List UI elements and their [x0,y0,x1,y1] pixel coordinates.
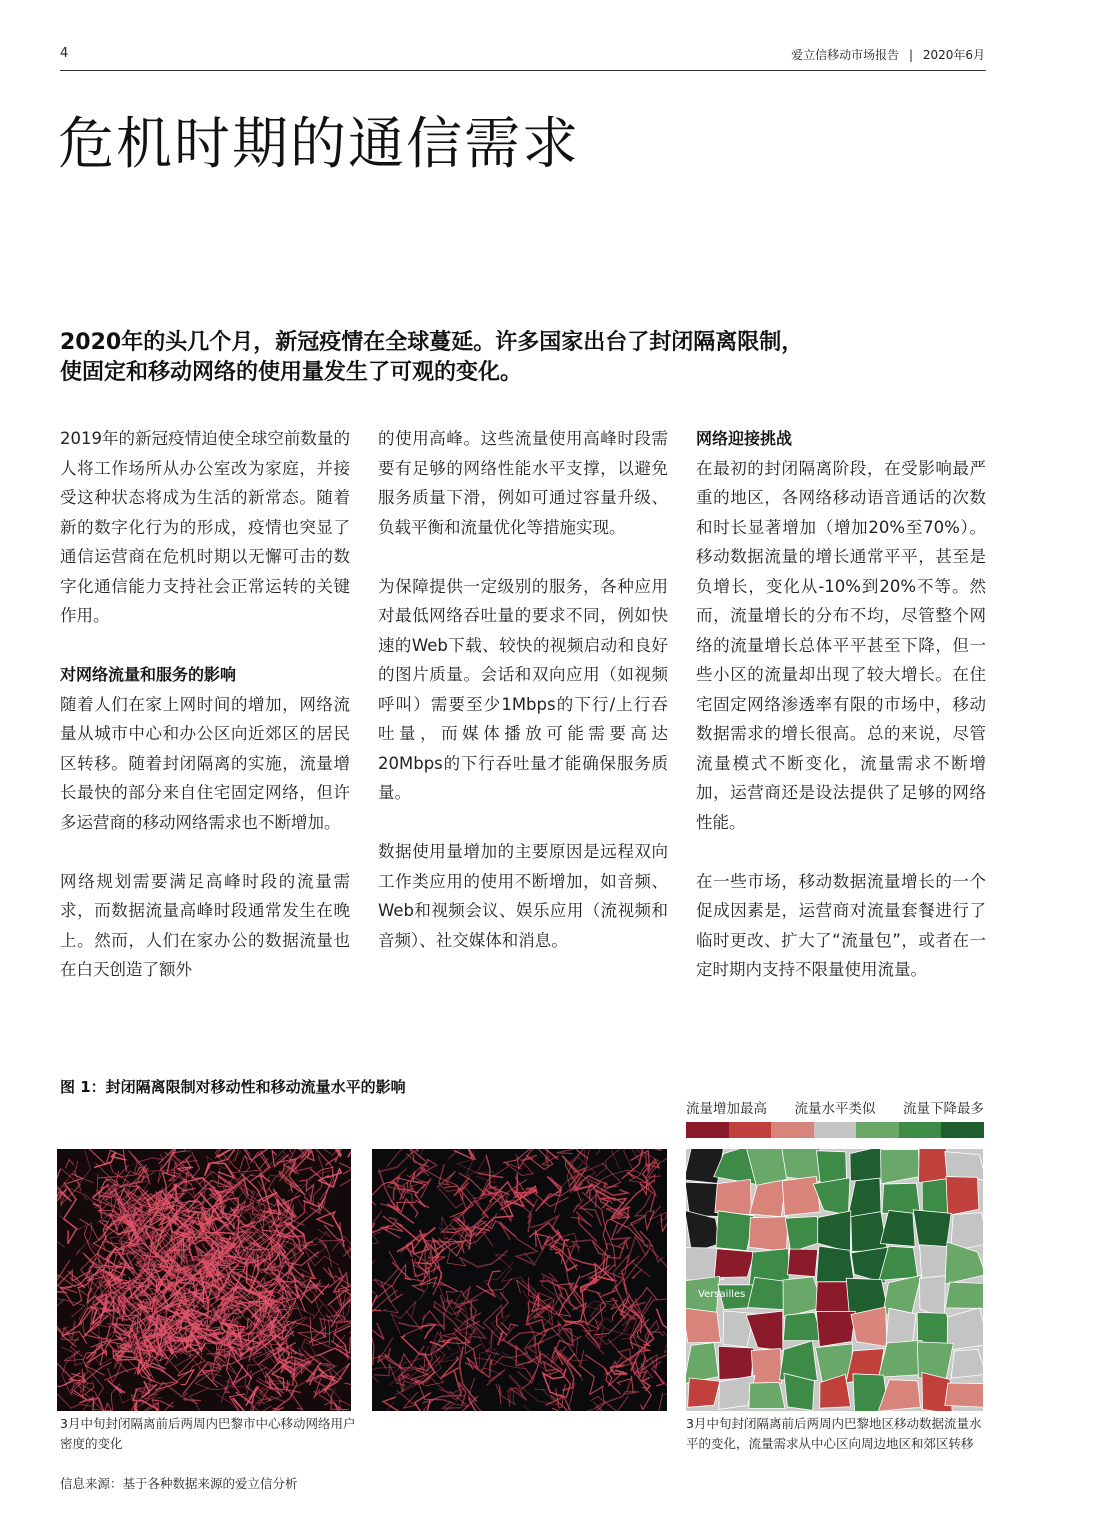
map-district [881,1150,920,1184]
map-user-density-after [372,1149,667,1411]
map-district [945,1383,983,1408]
map-road-segment [61,1287,81,1306]
map-road-segment [591,1396,628,1411]
map-road-segment [382,1251,399,1286]
map-road-segment [110,1282,111,1293]
map-road-segment [421,1178,431,1198]
map-road-segment [632,1270,642,1279]
map-district [749,1217,788,1252]
map-road-segment [390,1368,422,1391]
map-road-segment [610,1367,627,1374]
map-road-segment [552,1329,573,1359]
map-road-segment [313,1391,332,1405]
map-road-segment [476,1271,500,1296]
map-district [920,1276,946,1319]
caption-right: 3月中旬封闭隔离前后两周内巴黎地区移动数据流量水平的变化，流量需求从中心区向周边地区和郊区转移 [686,1416,982,1451]
caption-left: 3月中旬封闭隔离前后两周内巴黎市中心移动网络用户密度的变化 [60,1416,356,1451]
map-road-segment [628,1236,667,1267]
map-road-segment [192,1152,216,1189]
legend-swatch [856,1122,899,1138]
map-road-segment [565,1245,582,1300]
map-road-segment [61,1347,97,1367]
map-road-segment [554,1186,581,1212]
map-district [751,1349,781,1384]
map-road-segment [523,1405,554,1411]
legend-swatch [686,1122,729,1138]
map-district [782,1176,820,1215]
map-district [686,1343,719,1384]
map-road-segment [397,1390,418,1408]
map-road-segment [98,1171,122,1188]
paragraph: 随着人们在家上网时间的增加，网络流量从城市中心和办公区向近郊区的居民区转移。随着封闭隔离的实施，流量增长最快的部分来自住宅固定网络，但许多运营商的移动网络需求也不断增加。 [60,694,350,832]
map-road-segment [572,1240,591,1248]
map-road-segment [524,1235,550,1264]
report-name: 爱立信移动市场报告 [791,48,900,62]
map-district [718,1346,754,1380]
legend-swatch [771,1122,814,1138]
legend-label-high: 流量增加最高 [686,1101,767,1117]
map-road-segment [372,1232,381,1247]
map-road-segment [571,1212,592,1227]
map-road-segment [57,1366,75,1387]
map-road-segment [484,1306,516,1342]
map-road-segment [516,1252,535,1265]
map-label-versailles: Versailles [698,1289,746,1300]
density-map-sparse [372,1149,667,1411]
header-separator: | [908,48,913,62]
map-road-segment [104,1367,175,1384]
map-road-segment [108,1404,135,1412]
map-road-segment [646,1393,664,1411]
map-road-segment [536,1190,562,1211]
paragraph: 数据使用量增加的主要原因是远程双向工作类应用的使用不断增加，如音频、Web和视频会议、娱乐应用（流视频和音频）、社交媒体和消息。 [378,842,668,950]
map-road-segment [57,1299,65,1318]
map-district [788,1249,818,1277]
map-district [716,1211,754,1251]
paragraph: 2019年的新冠疫情迫使全球空前数量的人将工作场所从办公室改为家庭，并接受这种状态将成为生活的新常态。随着新的数字化行为的形成，疫情也突显了通信运营商在危机时期以无懈可击的数字化通信能力支持社会正常运转的关键作用。 [60,429,350,625]
map-road-segment [631,1210,655,1242]
density-map-dense [57,1149,351,1411]
header-meta [791,46,985,63]
map-road-segment [501,1322,518,1330]
map-road-segment [84,1226,102,1265]
map-road-segment [310,1203,340,1231]
map-road-segment [372,1403,394,1411]
map-road-segment [539,1149,560,1159]
section-heading: 网络迎接挑战 [696,429,793,448]
map-traffic-change [686,1149,983,1411]
map-road-segment [573,1199,593,1217]
map-district [945,1282,983,1308]
header-divider [60,70,986,71]
map-road-segment [557,1149,577,1154]
map-road-segment [535,1230,548,1249]
map-road-segment [663,1331,667,1354]
map-road-segment [348,1149,351,1157]
map-road-segment [654,1370,664,1386]
map-district [851,1212,888,1252]
map-road-segment [398,1323,424,1328]
text-column-2 [378,424,668,985]
map-road-segment [661,1149,667,1162]
traffic-choropleth [686,1149,983,1411]
map-road-segment [635,1194,651,1216]
map-road-segment [526,1302,560,1332]
map-road-segment [595,1391,625,1408]
map-district [686,1308,721,1343]
map-road-segment [224,1378,230,1392]
map-road-segment [236,1386,259,1406]
figure-title: 图 1：封闭隔离限制对移动性和移动流量水平的影响 [60,1078,406,1096]
paragraph: 网络规划需要满足高峰时段的流量需求，而数据流量高峰时段通常发生在晚上。然而，人们在家办公的数据流量也在白天创造了额外 [60,871,350,979]
map-district [816,1311,855,1346]
text-column-1 [60,424,350,1014]
map-road-segment [372,1323,384,1365]
map-road-segment [469,1278,512,1301]
map-road-segment [374,1279,397,1298]
legend-swatch [899,1122,942,1138]
map-road-segment [454,1149,476,1160]
map-road-segment [284,1149,292,1154]
map-road-segment [441,1357,459,1388]
map-district [945,1242,983,1284]
legend-color-scale [686,1122,984,1138]
map-road-segment [66,1159,74,1168]
legend-swatch [941,1122,984,1138]
section-heading: 对网络流量和服务的影响 [60,665,237,684]
map-road-segment [209,1149,241,1151]
map-road-segment [650,1206,668,1220]
map-road-segment [78,1149,124,1165]
map-road-segment [60,1215,92,1255]
paragraph: 的使用高峰。这些流量使用高峰时段需要有足够的网络性能水平支撑，以避免服务质量下滑，例如可通过容量升级、负载平衡和流量优化等措施实现。 [378,429,668,537]
map-road-segment [57,1235,65,1274]
map-district [785,1217,822,1253]
map-district [715,1179,752,1214]
map-road-segment [74,1391,94,1411]
map-road-segment [517,1280,550,1308]
map-district [748,1277,788,1310]
map-road-segment [582,1402,603,1412]
map-district [818,1211,851,1252]
map-road-segment [437,1164,456,1188]
map-road-segment [372,1260,376,1281]
map-district [688,1378,720,1407]
map-road-segment [232,1371,259,1401]
map-road-segment [500,1221,539,1252]
map-road-segment [495,1254,531,1292]
map-road-segment [304,1180,314,1203]
map-district [750,1180,787,1217]
page-title: 危机时期的通信需求 [58,112,580,177]
map-road-segment [332,1388,342,1402]
legend-label-similar: 流量水平类似 [794,1101,876,1117]
map-road-segment [627,1172,657,1196]
map-district [746,1311,783,1351]
map-road-segment [547,1177,561,1191]
source-note: 信息来源：基于各种数据来源的爱立信分析 [60,1476,298,1491]
map-road-segment [596,1149,621,1155]
map-district [951,1349,983,1378]
text-column-3 [696,424,986,1014]
map-road-segment [391,1346,429,1376]
map-road-segment [295,1301,323,1320]
map-district [945,1152,983,1181]
map-district [749,1382,785,1408]
map-road-segment [508,1389,514,1407]
map-road-segment [257,1344,275,1370]
map-district [880,1210,915,1246]
map-road-segment [529,1223,563,1240]
map-road-segment [387,1204,414,1224]
map-district [686,1210,720,1253]
map-road-segment [622,1260,635,1291]
map-road-segment [428,1257,445,1295]
legend-label-low: 流量下降最多 [903,1101,984,1117]
legend-labels [686,1097,984,1117]
map-road-segment [372,1295,382,1311]
map-road-segment [57,1278,58,1302]
map-road-segment [391,1301,416,1333]
report-date: 2020年6月 [922,48,985,62]
lead-paragraph: 2020年的头几个月，新冠疫情在全球蔓延。许多国家出台了封闭隔离限制，使固定和移动网络的使用量发生了可观的变化。 [60,330,804,385]
map-district [714,1249,754,1278]
paragraph: 在最初的封闭隔离阶段，在受影响最严重的地区，各网络移动语音通话的次数和时长显著增加（增加20%至70%）。移动数据流量的增长通常平平，甚至是负增长，变化从-10%到20%不等。然而，流量增长的分布不均，尽管整个网络的流量增长总体平平甚至下降，但一些小区的流量却出现了较大增长。在住宅固定网络渗透率有限的市场中，移动数据需求的增长很高。总的来说，尽管流量模式不断变化，流量需求不断增加，运营商还是设法提供了足够的网络性能。 [696,458,986,832]
paragraph: 在一些市场，移动数据流量增长的一个促成因素是，运营商对流量套餐进行了临时更改、扩大了“流量包”，或者在一定时期内支持不限量使用流量。 [696,871,986,979]
map-road-segment [345,1375,351,1389]
map-road-segment [383,1397,401,1411]
paragraph: 为保障提供一定级别的服务，各种应用对最低网络吞吐量的要求不同，例如快速的Web下载、较快的视频启动和良好的图片质量。会话和双向应用（如视频呼叫）需要至少1Mbps的下行/上行吞吐量，而媒体播放可能需要高达20Mbps的下行吞吐量才能确保服务质量。 [378,576,668,802]
map-road-segment [147,1400,161,1411]
map-user-density-before [57,1149,351,1411]
map-road-segment [528,1308,546,1354]
map-district [946,1177,979,1216]
legend-swatch [814,1122,857,1138]
map-road-segment [108,1380,125,1393]
legend-swatch [729,1122,772,1138]
page-number: 4 [60,46,69,61]
map-road-segment [473,1200,489,1227]
map-road-segment [632,1256,651,1277]
